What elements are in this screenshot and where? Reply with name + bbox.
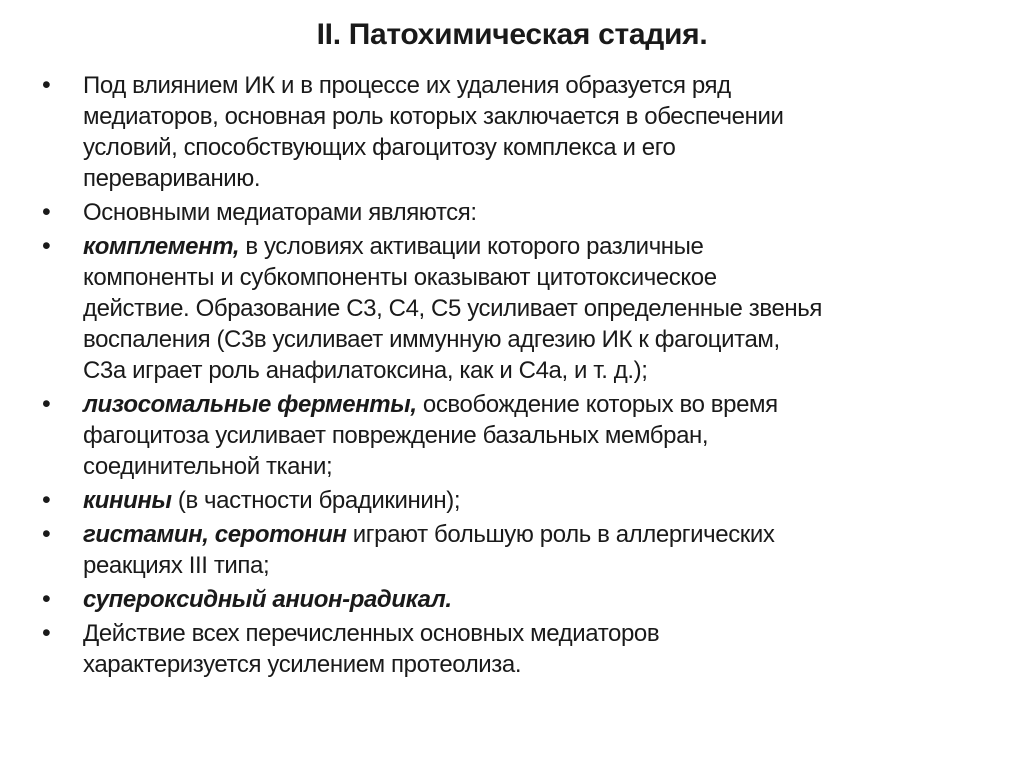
- bullet-icon: •: [42, 71, 51, 99]
- text-line: [83, 355, 1010, 386]
- line-text: воспаления (С3в усиливает иммунную адгезию ИК к фагоцитам,: [83, 326, 780, 353]
- line-text: реакциях III типа;: [83, 552, 270, 579]
- line-text: освобождение которых во время: [416, 391, 778, 418]
- bullet-icon: •: [42, 232, 51, 260]
- list-item: [40, 519, 1010, 581]
- list-item: [40, 70, 1010, 194]
- line-text: в условиях активации которого различные: [239, 233, 704, 260]
- line-text: Под влиянием ИК и в процессе их удаления образуется ряд: [83, 72, 731, 99]
- text-line: [83, 231, 1010, 262]
- bullet-list: [40, 70, 1010, 683]
- text-line: [83, 550, 1010, 581]
- text-line: [83, 618, 1010, 649]
- text-line: [83, 451, 1010, 482]
- line-text: соединительной ткани;: [83, 453, 333, 480]
- text-line: [83, 262, 1010, 293]
- text-line: [83, 132, 1010, 163]
- list-item: [40, 584, 1010, 615]
- line-text: условий, способствующих фагоцитозу комплекса и его: [83, 134, 676, 161]
- bullet-icon: •: [42, 520, 51, 548]
- line-text: медиаторов, основная роль которых заключается в обеспечении: [83, 103, 784, 130]
- slide-title: II. Патохимическая стадия.: [316, 18, 708, 51]
- line-text: Основными медиаторами являются:: [83, 199, 477, 226]
- text-line: [83, 485, 1010, 516]
- term-emphasis: гистамин, серотонин: [83, 521, 347, 548]
- line-text: действие. Образование С3, С4, С5 усиливает определенные звенья: [83, 295, 822, 322]
- term-emphasis: кинины: [83, 487, 172, 514]
- bullet-icon: •: [42, 390, 51, 418]
- text-line: [83, 197, 1010, 228]
- line-text: компоненты и субкомпоненты оказывают цитотоксическое: [83, 264, 717, 291]
- line-text: Действие всех перечисленных основных медиаторов: [83, 620, 660, 647]
- list-item: [40, 231, 1010, 386]
- line-text: перевариванию.: [83, 165, 261, 192]
- list-item: [40, 485, 1010, 516]
- term-emphasis: супероксидный анион-радикал.: [83, 586, 452, 613]
- bullet-icon: •: [42, 619, 51, 647]
- text-line: [83, 584, 1010, 615]
- line-text: играют большую роль в аллергических: [346, 521, 775, 548]
- bullet-icon: •: [42, 198, 51, 226]
- text-line: [83, 70, 1010, 101]
- term-emphasis: комплемент,: [83, 233, 240, 260]
- bullet-icon: •: [42, 585, 51, 613]
- bullet-icon: •: [42, 486, 51, 514]
- line-text: характеризуется усилением протеолиза.: [83, 651, 522, 678]
- text-line: [83, 101, 1010, 132]
- line-text: фагоцитоза усиливает повреждение базальных мембран,: [83, 422, 709, 449]
- text-line: [83, 324, 1010, 355]
- text-line: [83, 163, 1010, 194]
- term-emphasis: лизосомальные ферменты,: [83, 391, 417, 418]
- text-line: [83, 293, 1010, 324]
- text-line: [83, 420, 1010, 451]
- text-line: [83, 649, 1010, 680]
- list-item: [40, 197, 1010, 228]
- text-line: [83, 389, 1010, 420]
- list-item: [40, 389, 1010, 482]
- text-line: [83, 519, 1010, 550]
- list-item: [40, 618, 1010, 680]
- line-text: (в частности брадикинин);: [171, 487, 461, 514]
- line-text: С3а играет роль анафилатоксина, как и С4а, и т. д.);: [83, 357, 648, 384]
